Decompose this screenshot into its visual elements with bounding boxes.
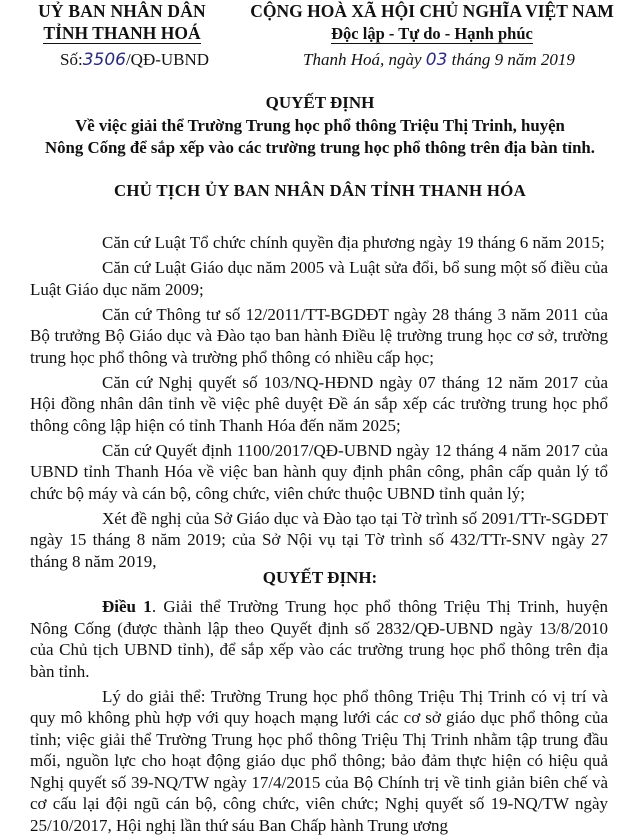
date-day-handwritten: 03 — [425, 50, 448, 70]
subject-line1: Về việc giải thể Trường Trung học phổ thông Triệu Thị Trinh, huyện — [75, 116, 565, 135]
authority-heading: CHỦ TỊCH ỦY BAN NHÂN DÂN TỈNH THANH HÓA — [113, 181, 526, 200]
article-1 — [30, 596, 608, 840]
date-suffix: năm 2019 — [503, 50, 575, 69]
article-1-text: . Giải thể Trường Trung học phổ thông Triệu Thị Trinh, huyện Nông Cống (được thành lập theo Quyết định số 2832/QĐ-UBND ngày 13/8/2010 của Chủ tịch UBND tỉnh), để sắp xếp vào các trường trung học phổ thông trên địa bàn tỉnh. — [30, 597, 609, 681]
basis-paragraph: Căn cứ Luật Tổ chức chính quyền địa phương ngày 19 tháng 6 năm 2015; — [102, 233, 605, 252]
authority-line2: TỈNH THANH HOÁ — [43, 23, 201, 43]
number-handwritten: 3506 — [82, 50, 126, 70]
article-1-label: Điều 1 — [102, 597, 152, 616]
legal-bases — [30, 232, 608, 576]
subject-line2: Nông Cống để sắp xếp vào các trường trung học phổ thông trên địa bàn tỉnh. — [45, 138, 595, 157]
document-date — [303, 50, 575, 70]
number-prefix: Số: — [60, 50, 83, 69]
date-prefix: Thanh Hoá, ngày — [303, 50, 426, 69]
article-1-reason: Lý do giải thể: Trường Trung học phổ thông Triệu Thị Trinh có vị trí và quy mô không phù hợp với quy hoạch mạng lưới các cơ sở giáo dục phổ thông của tỉnh; việc giải thể Trường Trung học phổ thông Triệu Thị Trinh nhằm tập trung đầu mối, nguồn lực cho hoạt động giáo dục phổ thông; bảo đảm thực hiện có hiệu quả Nghị quyết số 39-NQ/TW ngày 17/4/2015 của Bộ Chính trị về tinh giản biên chế và cơ cấu lại đội ngũ cán bộ, công chức, viên chức; Nghị quyết số 19-NQ/TW ngày 25/10/2017, Hội nghị lần thứ sáu Ban Chấp hành Trung ương — [30, 686, 608, 835]
national-header — [238, 0, 626, 44]
article-1-paragraph — [30, 596, 608, 682]
date-middle: tháng — [447, 50, 495, 69]
issuing-authority — [38, 0, 206, 44]
decision-heading: QUYẾT ĐỊNH: — [262, 568, 378, 587]
basis-paragraph: Căn cứ Quyết định 1100/2017/QĐ-UBND ngày 12 tháng 4 năm 2017 của UBND tỉnh Thanh Hóa về việc ban hành quy định phân công, phân cấp quản lý tổ chức bộ máy và cán bộ, công chức, viên chức thuộc UBND tỉnh quản lý; — [30, 440, 608, 503]
document-subject — [0, 115, 640, 159]
national-title: CỘNG HOÀ XÃ HỘI CHỦ NGHĨA VIỆT NAM — [250, 1, 614, 21]
basis-paragraph: Căn cứ Thông tư số 12/2011/TT-BGDĐT ngày 28 tháng 3 năm 2011 của Bộ trưởng Bộ Giáo dục và Đào tạo ban hành Điều lệ trường trung học cơ sở, trường trung học phổ thông và trường phổ thông có nhiều cấp học; — [30, 304, 608, 367]
basis-paragraph: Xét đề nghị của Sở Giáo dục và Đào tạo tại Tờ trình số 2091/TTr-SGDĐT ngày 15 tháng 8 năm 2019; của Sở Nội vụ tại Tờ trình số 432/TTr-SNV ngày 27 tháng 8 năm 2019, — [30, 508, 608, 571]
document-title: QUYẾT ĐỊNH — [265, 93, 375, 112]
document-number — [60, 50, 209, 70]
number-suffix: /QĐ-UBND — [125, 50, 210, 69]
basis-paragraph: Căn cứ Luật Giáo dục năm 2005 và Luật sửa đổi, bổ sung một số điều của Luật Giáo dục năm 2009; — [30, 258, 608, 299]
national-motto: Độc lập - Tự do - Hạnh phúc — [331, 24, 533, 43]
authority-line1: UỶ BAN NHÂN DÂN — [38, 1, 206, 21]
date-month: 9 — [494, 50, 504, 69]
basis-paragraph: Căn cứ Nghị quyết số 103/NQ-HĐND ngày 07 tháng 12 năm 2017 của Hội đồng nhân dân tỉnh về việc phê duyệt Đề án sắp xếp các trường trung học phổ thông công lập hiện có tỉnh Thanh Hóa đến năm 2025; — [30, 372, 608, 435]
